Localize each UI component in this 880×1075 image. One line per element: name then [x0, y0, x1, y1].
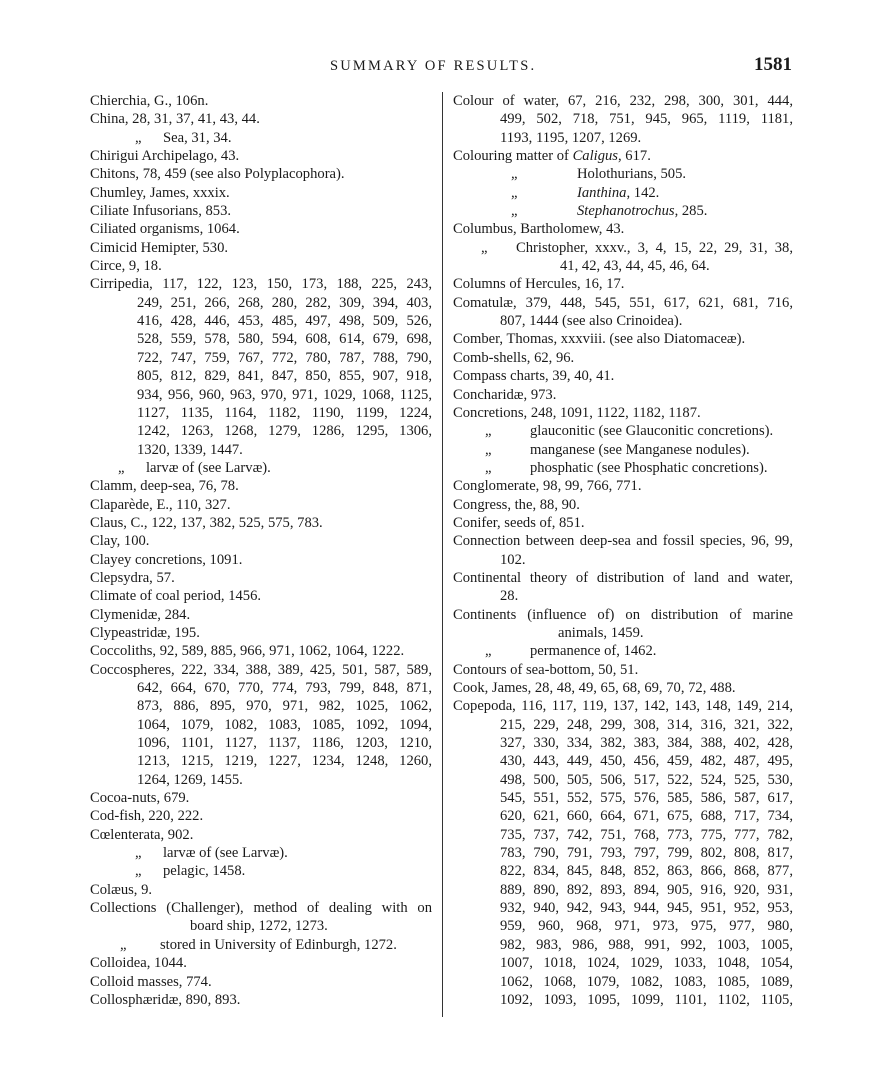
index-entry: Clay, 100. [90, 533, 150, 550]
ditto-mark: „ [485, 459, 492, 476]
entry-continuation: 528, 559, 578, 580, 594, 608, 614, 679, 698, [137, 331, 432, 348]
index-subentry [453, 642, 793, 660]
index-entry: Copepoda, 116, 117, 119, 137, 142, 143, 148, 149, 214, [453, 698, 793, 715]
entry-continuation: 1096, 1101, 1127, 1137, 1186, 1203, 1210, [137, 735, 432, 752]
entry-continuation: 642, 664, 670, 770, 774, 793, 799, 848, 871, [137, 680, 432, 696]
entry-continuation: 959, 960, 968, 971, 973, 975, 977, 980, [500, 918, 793, 935]
subentry-text: Holothurians, 505. [577, 166, 687, 183]
entry-continuation: 1007, 1018, 1024, 1029, 1033, 1048, 1054, [500, 955, 793, 972]
index-entry [453, 147, 793, 165]
index-entry: Coccospheres, 222, 334, 388, 389, 425, 501, 587, 589, [90, 661, 432, 678]
index-entry: Comatulæ, 379, 448, 545, 551, 617, 621, 681, 716, [453, 294, 793, 311]
entry-continuation: 822, 834, 845, 848, 852, 863, 866, 868, 877, [500, 863, 793, 880]
index-subentry [453, 441, 793, 459]
index-entry: Coccoliths, 92, 589, 885, 966, 971, 1062, 1064, 1222. [90, 643, 405, 660]
entry-continuation: 735, 737, 742, 751, 768, 773, 775, 777, 782, [500, 826, 793, 843]
index-entry: Continental theory of distribution of land and water, [453, 569, 793, 586]
ditto-mark: „ [511, 166, 518, 183]
index-subentry [453, 165, 793, 183]
index-entry: China, 28, 31, 37, 41, 43, 44. [90, 111, 260, 128]
page-title: SUMMARY OF RESULTS. [330, 58, 537, 74]
index-entry: Clayey concretions, 1091. [90, 551, 243, 568]
index-entry: Climate of coal period, 1456. [90, 588, 262, 605]
index-entry: Cimicid Hemipter, 530. [90, 239, 229, 256]
index-entry: Colloid masses, 774. [90, 973, 212, 990]
index-entry: Cœlenterata, 902. [90, 826, 194, 843]
ditto-mark: „ [485, 643, 492, 660]
index-entry: Cirripedia, 117, 122, 123, 150, 173, 188, 225, 243, [90, 276, 432, 293]
entry-continuation: 416, 428, 446, 453, 485, 497, 498, 509, 526, [137, 313, 432, 330]
index-entry: Comber, Thomas, xxxviii. (see also Diatomaceæ). [453, 331, 746, 348]
entry-continuation: 1193, 1195, 1207, 1269. [500, 129, 642, 146]
subentry-text: pelagic, 1458. [163, 863, 246, 880]
index-entry: Collosphæridæ, 890, 893. [90, 991, 241, 1008]
index-subentry [453, 422, 793, 440]
entry-continuation: animals, 1459. [558, 624, 644, 641]
index-entry: Cocoa-nuts, 679. [90, 790, 190, 807]
taxon-name: Ianthina [577, 184, 627, 201]
entry-continuation: 873, 886, 895, 970, 971, 982, 1025, 1062, [137, 698, 432, 715]
index-entry: Contours of sea-bottom, 50, 51. [453, 661, 639, 678]
index-entry: Clamm, deep-sea, 76, 78. [90, 478, 239, 495]
entry-continuation: 430, 443, 449, 450, 456, 459, 482, 487, 495, [500, 753, 793, 770]
ditto-mark: „ [511, 203, 518, 220]
entry-continuation: 1064, 1079, 1082, 1083, 1085, 1092, 1094, [137, 716, 432, 733]
index-entry: Colour of water, 67, 216, 232, 298, 300, 301, 444, [453, 93, 793, 109]
ditto-mark: „ [135, 845, 142, 862]
index-entry: Ciliate Infusorians, 853. [90, 203, 232, 220]
index-entry: Conglomerate, 98, 99, 766, 771. [453, 478, 642, 495]
index-entry: Continents (influence of) on distribution of marine [453, 606, 793, 623]
subentry-text: Sea, 31, 34. [163, 129, 232, 146]
entry-continuation: 1092, 1093, 1095, 1099, 1101, 1102, 1105, [500, 991, 793, 1008]
entry-text: Colouring matter of [453, 148, 573, 165]
subentry-text: glauconitic (see Glauconitic concretions). [530, 423, 774, 440]
subentry-text: , 285. [674, 203, 708, 220]
entry-continuation: 499, 502, 718, 751, 945, 965, 1119, 1181, [500, 111, 793, 128]
index-subentry [453, 184, 793, 202]
ditto-mark: „ [135, 863, 142, 880]
index-entry: Congress, the, 88, 90. [453, 496, 580, 513]
entry-continuation: 982, 983, 986, 988, 991, 992, 1003, 1005, [500, 936, 793, 953]
entry-continuation: 932, 940, 942, 943, 944, 945, 951, 952, 953, [500, 900, 793, 917]
ditto-mark: „ [118, 459, 125, 476]
entry-continuation: 249, 251, 266, 268, 280, 282, 309, 394, 403, [137, 294, 432, 311]
index-entry: Colloidea, 1044. [90, 955, 187, 972]
entry-continuation: 722, 747, 759, 767, 772, 780, 787, 788, 790, [137, 349, 432, 366]
index-entry: Comb-shells, 62, 96. [453, 349, 575, 366]
index-subentry [90, 936, 432, 954]
subentry-text: larvæ of (see Larvæ). [146, 459, 271, 476]
entry-continuation: 807, 1444 (see also Crinoidea). [500, 313, 683, 330]
ditto-mark: „ [485, 441, 492, 458]
subentry-text: , 142. [626, 184, 660, 201]
index-subentry [453, 202, 793, 220]
index-subentry [453, 239, 793, 257]
index-entry: Chierchia, G., 106n. [90, 93, 209, 109]
index-entry: Cook, James, 28, 48, 49, 65, 68, 69, 70, 72, 488. [453, 680, 736, 696]
index-entry: Claparède, E., 110, 327. [90, 496, 231, 513]
index-entry: Concretions, 248, 1091, 1122, 1182, 1187. [453, 404, 701, 421]
index-entry: Chitons, 78, 459 (see also Polyplacophora). [90, 166, 345, 183]
index-entry: Clymenidæ, 284. [90, 606, 191, 623]
entry-continuation: 1242, 1263, 1268, 1279, 1286, 1295, 1306, [137, 423, 432, 440]
index-entry: Cod-fish, 220, 222. [90, 808, 204, 825]
ditto-mark: „ [481, 239, 488, 256]
entry-continuation: 1127, 1135, 1164, 1182, 1190, 1199, 1224, [137, 404, 432, 421]
entry-continuation: 327, 330, 334, 382, 383, 384, 388, 402, 428, [500, 735, 793, 752]
entry-continuation: 1062, 1068, 1079, 1082, 1083, 1085, 1089, [500, 973, 793, 990]
index-entry: Collections (Challenger), method of dealing with on [90, 900, 432, 917]
entry-continuation: 1213, 1215, 1219, 1227, 1234, 1248, 1260, [137, 753, 432, 770]
subentry-text: phosphatic (see Phosphatic concretions). [530, 459, 768, 476]
subentry-text: Christopher, xxxv., 3, 4, 15, 22, 29, 31, 38, [516, 239, 793, 256]
index-entry: Concharidæ, 973. [453, 386, 557, 403]
entry-continuation: 934, 956, 960, 963, 970, 971, 1029, 1068, 1125, [137, 386, 432, 403]
column-divider [442, 92, 443, 1017]
index-subentry [90, 844, 432, 862]
taxon-name: Stephanotrochus [577, 203, 675, 220]
index-entry: Colæus, 9. [90, 881, 153, 898]
taxon-name: Caligus [572, 148, 618, 165]
index-entry: Circe, 9, 18. [90, 258, 162, 275]
entry-continuation: 102. [500, 551, 526, 568]
entry-continuation: 1264, 1269, 1455. [137, 771, 243, 788]
entry-continuation: 889, 890, 892, 893, 894, 905, 916, 920, 931, [500, 881, 793, 898]
index-subentry [90, 862, 432, 880]
index-entry: Claus, C., 122, 137, 382, 525, 575, 783. [90, 514, 323, 531]
right-column [453, 92, 793, 1009]
index-entry: Compass charts, 39, 40, 41. [453, 368, 615, 385]
index-entry: Conifer, seeds of, 851. [453, 514, 585, 531]
index-entry: Ciliated organisms, 1064. [90, 221, 240, 238]
subentry-text: permanence of, 1462. [530, 643, 657, 660]
entry-text: , 617. [618, 148, 651, 165]
ditto-mark: „ [135, 129, 142, 146]
entry-continuation: 620, 621, 660, 664, 671, 675, 688, 717, 734, [500, 808, 793, 825]
index-entry: Connection between deep-sea and fossil species, 96, 99, [453, 533, 793, 550]
ditto-mark: „ [511, 184, 518, 201]
subentry-text: larvæ of (see Larvæ). [163, 845, 288, 862]
index-entry: Chirigui Archipelago, 43. [90, 148, 240, 165]
index-entry: Chumley, James, xxxix. [90, 184, 230, 201]
entry-continuation: 41, 42, 43, 44, 45, 46, 64. [560, 258, 710, 275]
index-subentry [453, 459, 793, 477]
entry-continuation: 215, 229, 248, 299, 308, 314, 316, 321, 322, [500, 716, 793, 733]
entry-continuation: 1320, 1339, 1447. [137, 441, 243, 458]
entry-continuation: 498, 500, 505, 506, 517, 522, 524, 525, 530, [500, 771, 793, 788]
index-entry: Columns of Hercules, 16, 17. [453, 276, 625, 293]
running-header [0, 54, 880, 82]
entry-continuation: 783, 790, 791, 793, 797, 799, 802, 808, 817, [500, 845, 793, 862]
entry-continuation: 545, 551, 552, 575, 576, 585, 586, 587, 617, [500, 790, 793, 807]
left-column [90, 92, 432, 1009]
ditto-mark: „ [120, 936, 127, 953]
index-subentry [90, 129, 432, 147]
entry-continuation: board ship, 1272, 1273. [190, 918, 328, 935]
index-entry: Clypeastridæ, 195. [90, 624, 200, 641]
subentry-text: stored in University of Edinburgh, 1272. [160, 936, 397, 953]
ditto-mark: „ [485, 423, 492, 440]
index-subentry [90, 459, 432, 477]
index-entry: Columbus, Bartholomew, 43. [453, 221, 625, 238]
entry-continuation: 28. [500, 588, 519, 605]
page-number: 1581 [754, 54, 792, 75]
index-entry: Clepsydra, 57. [90, 569, 175, 586]
subentry-text: manganese (see Manganese nodules). [530, 441, 750, 458]
entry-continuation: 805, 812, 829, 841, 847, 850, 855, 907, 918, [137, 368, 432, 385]
